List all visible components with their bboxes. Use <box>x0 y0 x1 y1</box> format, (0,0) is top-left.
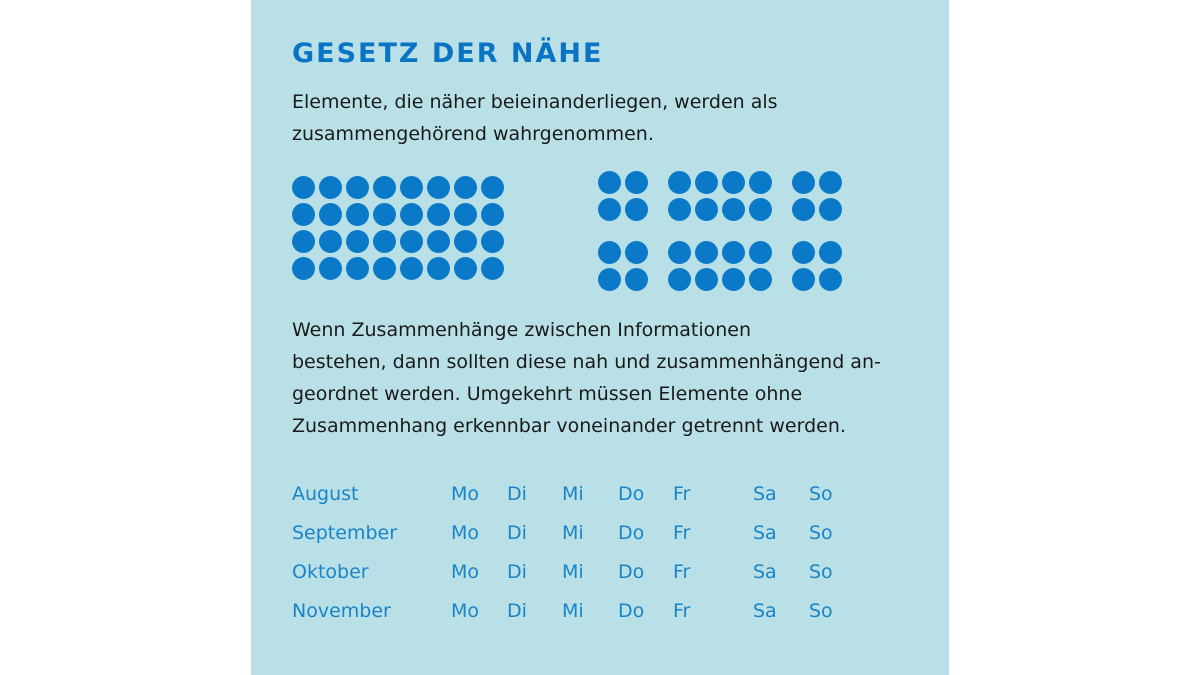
calendar-month-label: November <box>292 600 391 622</box>
calendar-weekday: Fr <box>673 522 691 544</box>
explanation-line: Zusammenhang erkennbar voneinander getrennt werden. <box>292 415 846 437</box>
intro-paragraph <box>292 86 892 150</box>
uniform-grid-dot <box>373 176 396 199</box>
grouped-grid-dot <box>598 171 621 194</box>
grouped-grid-dot <box>722 241 745 264</box>
calendar-weekday: Di <box>507 561 527 583</box>
intro-line: Elemente, die näher beieinanderliegen, werden als <box>292 91 778 113</box>
calendar-month-label: September <box>292 522 398 544</box>
grouped-grid-dot <box>695 198 718 221</box>
calendar-weekday: Di <box>507 483 527 505</box>
uniform-grid-dot <box>481 257 504 280</box>
calendar-weekend-day: Sa <box>753 522 777 544</box>
calendar-weekday: Mo <box>451 483 480 505</box>
calendar-weekday: Mi <box>562 561 584 583</box>
grouped-grid-dot <box>749 268 772 291</box>
uniform-grid-dot <box>292 176 315 199</box>
grouped-grid-dot <box>625 171 648 194</box>
calendar-weekend-day: Sa <box>753 561 777 583</box>
uniform-grid-dot <box>319 230 342 253</box>
grouped-grid-dot <box>722 268 745 291</box>
uniform-grid-dot <box>427 257 450 280</box>
uniform-grid-dot <box>454 230 477 253</box>
grouped-grid-dot <box>668 198 691 221</box>
calendar-month-label: Oktober <box>292 561 369 583</box>
calendar-weekend-day: Sa <box>753 600 777 622</box>
grouped-grid-dot <box>792 241 815 264</box>
calendar-weekend-day: So <box>809 483 833 505</box>
calendar-weekend-day: So <box>809 561 833 583</box>
uniform-grid-dot <box>319 203 342 226</box>
calendar-weekend-day: Sa <box>753 483 777 505</box>
uniform-grid-dot <box>373 230 396 253</box>
calendar-weekday: Do <box>618 522 645 544</box>
grouped-grid-dot <box>668 171 691 194</box>
uniform-grid-dot <box>373 203 396 226</box>
intro-line: zusammengehörend wahrgenommen. <box>292 123 654 145</box>
grouped-grid-dot <box>668 268 691 291</box>
explanation-paragraph <box>292 314 912 442</box>
grouped-grid-dot <box>749 171 772 194</box>
uniform-grid-dot <box>346 176 369 199</box>
uniform-grid-dot <box>481 176 504 199</box>
calendar-weekday: Fr <box>673 561 691 583</box>
uniform-grid-dot <box>454 203 477 226</box>
uniform-grid-dot <box>346 203 369 226</box>
grouped-grid-dot <box>819 198 842 221</box>
grouped-grid-dot <box>625 241 648 264</box>
calendar-weekday: Do <box>618 561 645 583</box>
grouped-grid-dot <box>792 198 815 221</box>
calendar-weekday: Di <box>507 600 527 622</box>
grouped-grid-dot <box>668 241 691 264</box>
grouped-grid-dot <box>722 171 745 194</box>
uniform-grid-dot <box>319 176 342 199</box>
calendar-weekday: Fr <box>673 483 691 505</box>
grouped-grid-dot <box>598 198 621 221</box>
uniform-grid-dot <box>292 230 315 253</box>
explanation-line: Wenn Zusammenhänge zwischen Informationen <box>292 319 752 341</box>
grouped-grid-dot <box>695 241 718 264</box>
calendar-weekday: Do <box>618 600 645 622</box>
calendar-weekday: Mo <box>451 600 480 622</box>
grouped-grid-dot <box>598 241 621 264</box>
uniform-grid-dot <box>427 203 450 226</box>
grouped-grid-dot <box>792 268 815 291</box>
grouped-grid-dot <box>695 171 718 194</box>
calendar-weekend-day: So <box>809 522 833 544</box>
grouped-grid-dot <box>625 198 648 221</box>
uniform-grid-dot <box>292 203 315 226</box>
page-title: GESETZ DER NÄHE <box>292 38 604 69</box>
uniform-grid-dot <box>319 257 342 280</box>
uniform-grid-dot <box>400 257 423 280</box>
grouped-grid-dot <box>749 241 772 264</box>
uniform-grid-dot <box>346 257 369 280</box>
calendar-weekday: Di <box>507 522 527 544</box>
grouped-grid-dot <box>598 268 621 291</box>
calendar-weekday: Mo <box>451 561 480 583</box>
calendar-weekday: Mo <box>451 522 480 544</box>
calendar-weekday: Mi <box>562 600 584 622</box>
calendar-month-label: August <box>292 483 359 505</box>
uniform-grid-dot <box>373 257 396 280</box>
calendar-weekday: Do <box>618 483 645 505</box>
grouped-grid-dot <box>749 198 772 221</box>
uniform-grid-dot <box>454 176 477 199</box>
explanation-line: bestehen, dann sollten diese nah und zusammenhängend an- <box>292 351 881 373</box>
grouped-grid-dot <box>819 241 842 264</box>
calendar-weekday: Mi <box>562 483 584 505</box>
uniform-grid-dot <box>454 257 477 280</box>
calendar-weekday: Mi <box>562 522 584 544</box>
uniform-grid-dot <box>400 203 423 226</box>
uniform-grid-dot <box>427 230 450 253</box>
grouped-grid-dot <box>695 268 718 291</box>
uniform-grid-dot <box>481 203 504 226</box>
grouped-grid-dot <box>792 171 815 194</box>
info-card <box>251 0 949 675</box>
uniform-grid-dot <box>427 176 450 199</box>
uniform-grid-dot <box>481 230 504 253</box>
calendar-weekday: Fr <box>673 600 691 622</box>
uniform-grid-dot <box>400 176 423 199</box>
uniform-grid-dot <box>292 257 315 280</box>
grouped-grid-dot <box>625 268 648 291</box>
grouped-grid-dot <box>819 171 842 194</box>
calendar-weekend-day: So <box>809 600 833 622</box>
uniform-grid-dot <box>346 230 369 253</box>
explanation-line: geordnet werden. Umgekehrt müssen Elemente ohne <box>292 383 803 405</box>
uniform-grid-dot <box>400 230 423 253</box>
grouped-grid-dot <box>722 198 745 221</box>
grouped-grid-dot <box>819 268 842 291</box>
